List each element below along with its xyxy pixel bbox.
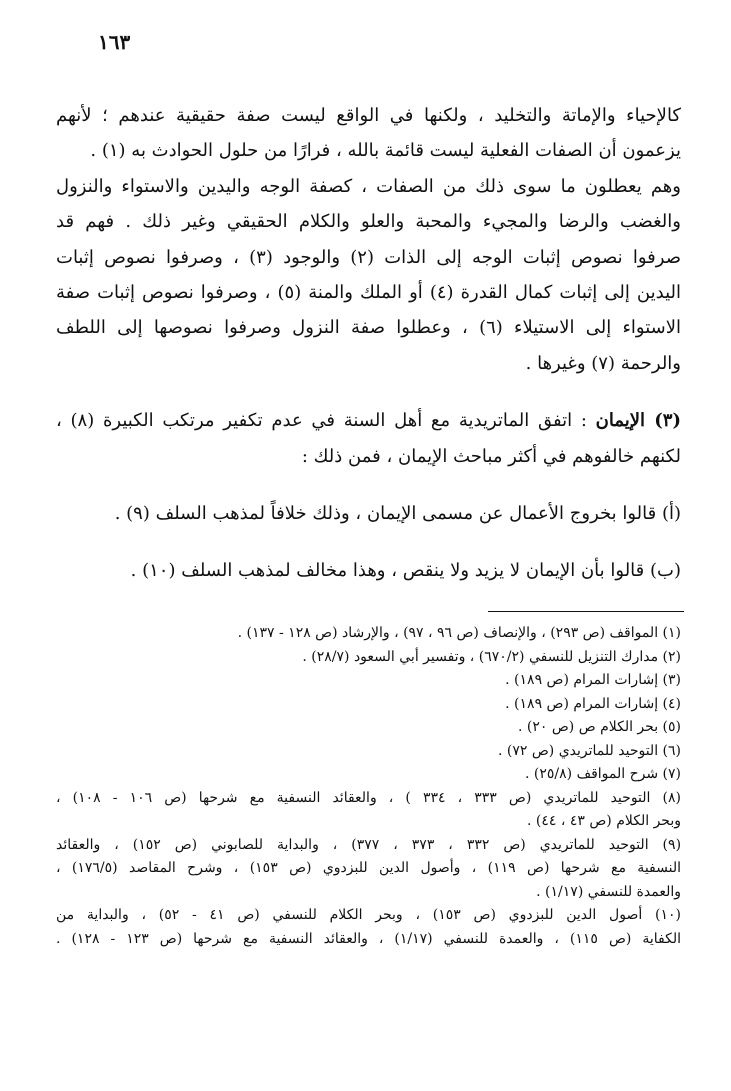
section-heading-iman: (٣) الإيمان [595, 410, 681, 432]
footnote-line: (٩) التوحيد للماتريدي (ص ٣٣٢ ، ٣٧٣ ، ٣٧٧) ، والبداية للصابوني (ص ١٥٢) ، والعقائد [56, 836, 682, 853]
item-b [56, 553, 681, 588]
text-line: صرفوا نصوص إثبات الوجه إلى الذات (٢) والوجود (٣) ، وصرفوا نصوص إثبات [56, 246, 681, 268]
footnote [56, 693, 681, 717]
text-line: والرحمة (٧) وغيرها . [525, 352, 681, 374]
text-line: (أ) قالوا بخروج الأعمال عن مسمى الإيمان ، وذلك خلافاً لمذهب السلف (٩) . [114, 503, 681, 525]
page-number: ١٦٣ [98, 30, 131, 54]
text-line: كالإحياء والإماتة والتخليد ، ولكنها في الواقع ليست صفة حقيقية عندهم ؛ لأنهم [56, 105, 681, 126]
footnote [56, 622, 681, 646]
footnote-line: (١) المواقف (ص ٢٩٣) ، والإنصاف (ص ٩٦ ، ٩٧) ، والإرشاد (ص ١٢٨ - ١٣٧) . [237, 625, 681, 641]
main-text [56, 98, 681, 589]
footnote-line: (٧) شرح المواقف (٢٥/٨) . [525, 766, 681, 782]
footnote-line: النسفية مع شرحها (ص ١١٩) ، وأصول الدين للبزدوي (ص ١٥٣) ، وشرح المقاصد (١٧٦/٥) ، [56, 860, 681, 876]
footnote-line: والعمدة للنسفي (١/١٧) . [536, 883, 681, 900]
footnotes [56, 622, 681, 951]
item-a [56, 496, 681, 531]
paragraph-negation [56, 169, 681, 381]
spacer [56, 531, 681, 553]
text-line [56, 403, 681, 438]
footnote-line: (٣) إشارات المرام (ص ١٨٩) . [505, 672, 681, 688]
footnote-line: (٤) إشارات المرام (ص ١٨٩) . [505, 695, 681, 712]
footnote-line: وبحر الكلام (ص ٤٣ ، ٤٤) . [527, 813, 681, 829]
text-line: والغضب والرضا والمجيء والمحبة والعلو والكلام الحقيقي وغير ذلك . فهم قد [56, 211, 681, 233]
spacer [56, 474, 681, 496]
footnote-line: (٢) مدارك التنزيل للنسفي (٦٧٠/٢) ، وتفسير أبي السعود (٢٨/٧) . [302, 648, 681, 665]
footnote-line: الكفاية (ص ١١٥) ، والعمدة للنسفي (١/١٧) ، والعقائد النسفية مع شرحها (ص ١٢٣ - ١٢٨) . [56, 930, 681, 947]
text-line: يزعمون أن الصفات الفعلية ليست قائمة بالله ، فرارًا من حلول الحوادث به (١) . [90, 140, 681, 162]
footnote [56, 669, 681, 693]
footnote-line: (٦) التوحيد للماتريدي (ص ٧٢) . [498, 742, 681, 759]
text-segment: : اتفق الماتريدية مع أهل السنة في عدم تكفير مرتكب الكبيرة (٨) ، [56, 410, 587, 432]
footnote [56, 740, 681, 764]
text-line: اليدين إلى إثبات كمال القدرة (٤) أو الملك والمنة (٥) ، وصرفوا نصوص إثبات صفة [56, 282, 681, 304]
text-line: وهم يعطلون ما سوى ذلك من الصفات ، كصفة الوجه واليدين والاستواء والنزول [56, 175, 681, 197]
spacer [56, 381, 681, 403]
footnote-line: (٨) التوحيد للماتريدي (ص ٣٣٣ ، ٣٣٤ ) ، والعقائد النسفية مع شرحها (ص ١٠٦ - ١٠٨) ، [56, 789, 681, 806]
footnote [56, 716, 681, 740]
footnote-line: (١٠) أصول الدين للبزدوي (ص ١٥٣) ، وبحر الكلام للنسفي (ص ٤١ - ٥٢) ، والبداية من [56, 907, 681, 923]
footnote [56, 904, 681, 951]
footnote [56, 787, 681, 834]
footnote [56, 646, 681, 670]
footnote-divider [488, 611, 684, 612]
paragraph-attributes [56, 98, 681, 169]
footnote [56, 834, 681, 905]
footnote-line: (٥) بحر الكلام ص (ص ٢٠) . [517, 719, 681, 735]
text-line: لكنهم خالفوهم في أكثر مباحث الإيمان ، فمن ذلك : [301, 445, 681, 467]
text-line: (ب) قالوا بأن الإيمان لا يزيد ولا ينقص ، وهذا مخالف لمذهب السلف (١٠) . [130, 560, 681, 582]
footnote [56, 763, 681, 787]
paragraph-iman [56, 403, 681, 474]
text-line: الاستواء إلى الاستيلاء (٦) ، وعطلوا صفة النزول وصرفوا نصوصها إلى اللطف [56, 317, 681, 339]
